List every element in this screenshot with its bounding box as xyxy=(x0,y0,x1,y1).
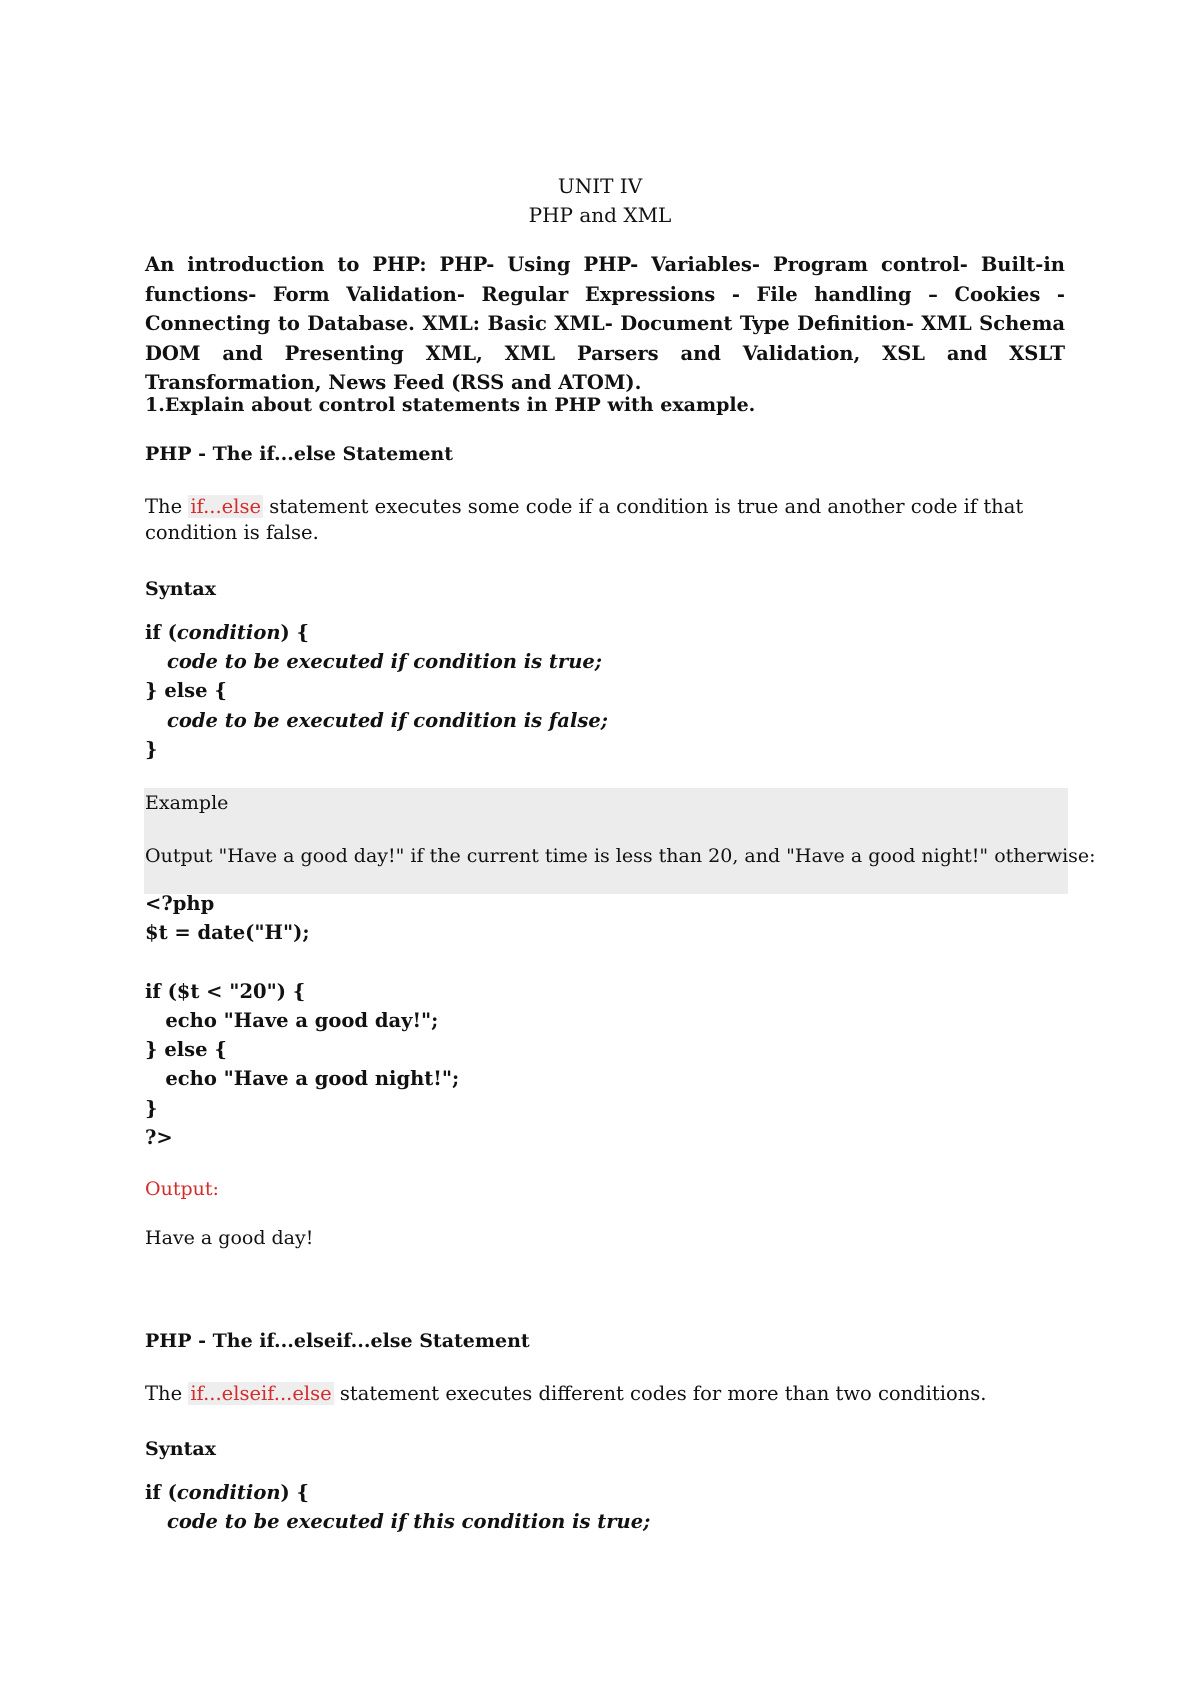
section-heading-if-else: PHP - The if...else Statement xyxy=(145,443,454,465)
syntax-line: } else { xyxy=(145,679,227,702)
code-line: echo "Have a good night!"; xyxy=(145,1067,460,1090)
syntax-line: code to be executed if this condition is true; xyxy=(167,1510,651,1533)
question-heading: 1.Explain about control statements in PHP with example. xyxy=(145,394,756,416)
syntax-line: if (condition) { xyxy=(145,1481,310,1504)
keyword-if-elseif-else: if...elseif...else xyxy=(190,1382,332,1405)
unit-syllabus: An introduction to PHP: PHP- Using PHP- Variables- Program control- Built-in functions- Form Validation- Regular Expressions - File handling – Cookies - Connecting to Database. XML: Basic XML- Document Type Definition- XML Schema DOM and Presenting XML, XML Parsers and Validation, XSL and XSLT Transformation, News Feed (RSS and ATOM). xyxy=(145,253,1065,394)
unit-title: UNIT IV xyxy=(557,174,643,198)
syntax-line: if (condition) { xyxy=(145,621,310,644)
example-text: Output "Have a good day!" if the current time is less than 20, and "Have a good night!" otherwise: xyxy=(145,845,1096,867)
code-line: ?> xyxy=(145,1126,173,1149)
code-line: $t = date("H"); xyxy=(145,921,310,944)
if-elseif-else-description: The if...elseif...else statement executes different codes for more than two conditions. xyxy=(145,1382,987,1405)
code-line: <?php xyxy=(145,892,215,915)
output-label: Output: xyxy=(145,1178,219,1200)
syntax-line: code to be executed if condition is true; xyxy=(167,650,602,673)
keyword-if-else: if...else xyxy=(190,495,261,518)
section-heading-if-elseif-else: PHP - The if...elseif...else Statement xyxy=(145,1330,530,1352)
code-line: echo "Have a good day!"; xyxy=(145,1009,439,1032)
code-line: if ($t < "20") { xyxy=(145,980,306,1003)
syntax-line: code to be executed if condition is false; xyxy=(167,709,608,732)
syntax-line: } xyxy=(145,738,158,761)
example-box xyxy=(144,788,1068,894)
subject-title: PHP and XML xyxy=(528,203,672,227)
syntax-label: Syntax xyxy=(145,1438,216,1460)
if-else-description: The if...else statement executes some code if a condition is true and another code if that condition is false. xyxy=(145,495,1024,544)
example-label: Example xyxy=(145,792,229,814)
syntax-label: Syntax xyxy=(145,578,216,600)
code-line: } xyxy=(145,1097,158,1120)
output-value: Have a good day! xyxy=(145,1227,314,1249)
code-line: } else { xyxy=(145,1038,227,1061)
